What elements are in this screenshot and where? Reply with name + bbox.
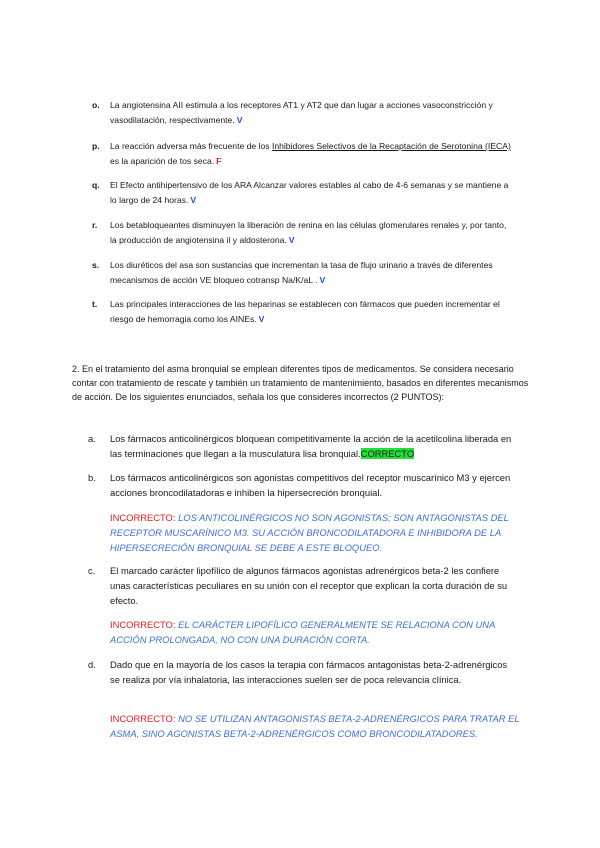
feedback-b xyxy=(110,510,530,555)
item-text: Los betabloqueantes disminuyen la liberación de renina en las células glomerulares renales y, por tanto, la producción de angiotensina il y aldosterona. xyxy=(110,220,507,245)
underlined-term: Inhibidores Selectivos de la Recaptación de Serotonina (IECA) xyxy=(271,141,511,151)
item-text-end: es la aparición de tos seca. xyxy=(110,156,215,166)
feedback-label: INCORRECTO: xyxy=(110,619,179,630)
true-mark: V xyxy=(288,235,295,245)
true-mark: V xyxy=(190,195,197,205)
item-label: o. xyxy=(92,100,100,110)
item-label: r. xyxy=(92,220,98,230)
feedback-label: INCORRECTO: xyxy=(110,713,179,724)
item-text: Los diuréticos del asa son sustancias que incrementan la tasa de flujo urinario a través de diferentes mecanismos de acción VE bloqueo cotransp Na/K/aL . xyxy=(110,260,493,285)
option-text: Los fármacos anticolinérgicos son agonistas competitivos del receptor muscarínico M3 y ejercen acciones broncodilatadoras e inhiben la hipersecreción bronquial. xyxy=(110,472,511,498)
true-mark: V xyxy=(319,275,326,285)
false-mark: F xyxy=(216,156,222,166)
item-text: El Efecto antihipertensivo de los ARA Alcanzar valores estables al cabo de 4-6 semanas y se mantiene a lo largo de 24 horas. xyxy=(110,180,509,205)
correct-tag: CORRECTO xyxy=(360,448,415,459)
item-label: t. xyxy=(92,299,98,309)
option-label: c. xyxy=(88,565,96,576)
item-label: s. xyxy=(92,260,100,270)
question-2-intro: 2. En el tratamiento del asma bronquial se emplean diferentes tipos de medicamentos. Se considera necesario contar con tratamiento de rescate y también un tratamiento de mantenimiento, basados en diferentes mecanismos de acción. De los siguientes enunciados, señala los que consideres incorrectos (2 PUNTOS): xyxy=(72,364,529,402)
true-mark: V xyxy=(258,314,265,324)
option-label: a. xyxy=(88,433,96,444)
option-text: Dado que en la mayoría de los casos la terapia con fármacos antagonistas beta-2-adrenérgicos se realiza por vía inhalatoria, las interacciones suelen ser de poca relevancia clínica. xyxy=(110,659,508,685)
option-label: d. xyxy=(88,659,96,670)
item-text: Las principales interacciones de las heparinas se establecen con fármacos que pueden incrementar el riesgo de hemorragia como los AINEs. xyxy=(110,299,500,324)
option-label: b. xyxy=(88,472,96,483)
option-text: El marcado carácter lipofílico de algunos fármacos agonistas adrenérgicos beta-2 les confiere unas características peculiares en su unión con el receptor que explican la corta duración de su efecto. xyxy=(110,565,508,606)
feedback-label: INCORRECTO: xyxy=(110,512,179,523)
feedback-c xyxy=(110,617,530,647)
item-label: q. xyxy=(92,180,100,190)
item-text: La angiotensina AII estimula a los receptores AT1 y AT2 que dan lugar a acciones vasoconstricción y vasodilatación, respectivamente. xyxy=(110,100,493,125)
feedback-text: EL CARÁCTER LIPOFÍLICO GENERALMENTE SE RELACIONA CON UNA ACCIÓN PROLONGADA, NO CON UNA DURACIÓN CORTA. xyxy=(110,619,495,645)
item-text: La reacción adversa más frecuente de los xyxy=(110,141,272,151)
item-label: p. xyxy=(92,141,100,151)
option-text: Los fármacos anticolinérgicos bloquean competitivamente la acción de la acetilcolina liberada en las terminaciones que llegan a la musculatura lisa bronquial. xyxy=(110,433,512,459)
feedback-text: NO SE UTILIZAN ANTAGONISTAS BETA-2-ADRENÉRGICOS PARA TRATAR EL ASMA, SINO AGONISTAS BETA-2-ADRENÉRGICOS COMO BRONCODILATADORES. xyxy=(110,713,520,739)
feedback-text: LOS ANTICOLINÉRGICOS NO SON AGONISTAS; SON ANTAGONISTAS DEL RECEPTOR MUSCARÍNICO M3. SU ACCIÓN BRONCODILATADORA E INHIBIDORA DE LA HIPERSECRECIÓN BRONQUIAL SE DEBE A ESTE BLOQUEO. xyxy=(110,512,509,553)
feedback-d xyxy=(110,711,530,741)
true-mark: V xyxy=(236,115,243,125)
